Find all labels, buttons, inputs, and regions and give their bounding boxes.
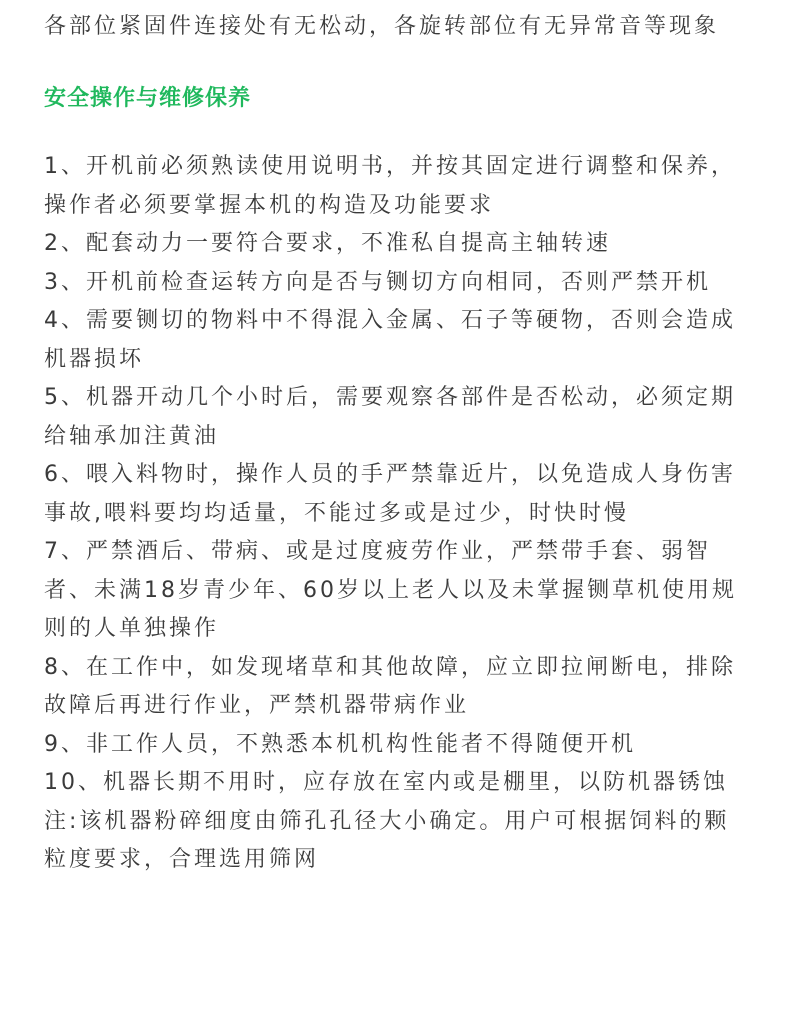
rule-item-9: 9、非工作人员，不熟悉本机机构性能者不得随便开机 — [44, 731, 636, 757]
rule-item-6: 6、喂入料物时，操作人员的手严禁靠近片，以免造成人身伤害事故,喂料要均均适量，不能过多或是过少，时快时慢 — [44, 462, 736, 526]
rule-item-8: 8、在工作中，如发现堵草和其他故障，应立即拉闸断电，排除故障后再进行作业，严禁机器带病作业 — [44, 654, 736, 718]
rule-item-1: 1、开机前必须熟读使用说明书，并按其固定进行调整和保养，操作者必须要掌握本机的构造及功能要求 — [44, 154, 736, 218]
rule-item-10: 10、机器长期不用时，应存放在室内或是棚里，以防机器锈蚀 — [44, 770, 728, 795]
rule-item-4: 4、需要铡切的物料中不得混入金属、石子等硬物，否则会造成机器损坏 — [44, 308, 736, 372]
note-paragraph: 注:该机器粉碎细度由筛孔孔径大小确定。用户可根据饲料的颗粒度要求，合理选用筛网 — [44, 808, 730, 872]
rule-item-2: 2、配套动力一要符合要求，不准私自提高主轴转速 — [44, 231, 611, 256]
document-body — [44, 0, 754, 880]
rule-item-5: 5、机器开动几个小时后，需要观察各部件是否松动，必须定期给轴承加注黄油 — [44, 385, 736, 449]
intro-paragraph: 各部位紧固件连接处有无松动，各旋转部位有无异常音等现象 — [44, 14, 720, 39]
rule-item-7: 7、严禁酒后、带病、或是过度疲劳作业，严禁带手套、弱智者、未满18岁青少年、60岁以上老人以及未掌握铡草机使用规则的人单独操作 — [44, 539, 737, 641]
rule-item-3: 3、开机前检查运转方向是否与铡切方向相同，否则严禁开机 — [44, 269, 711, 295]
section-title: 安全操作与维修保养 — [44, 86, 252, 111]
rules-list — [44, 148, 754, 803]
